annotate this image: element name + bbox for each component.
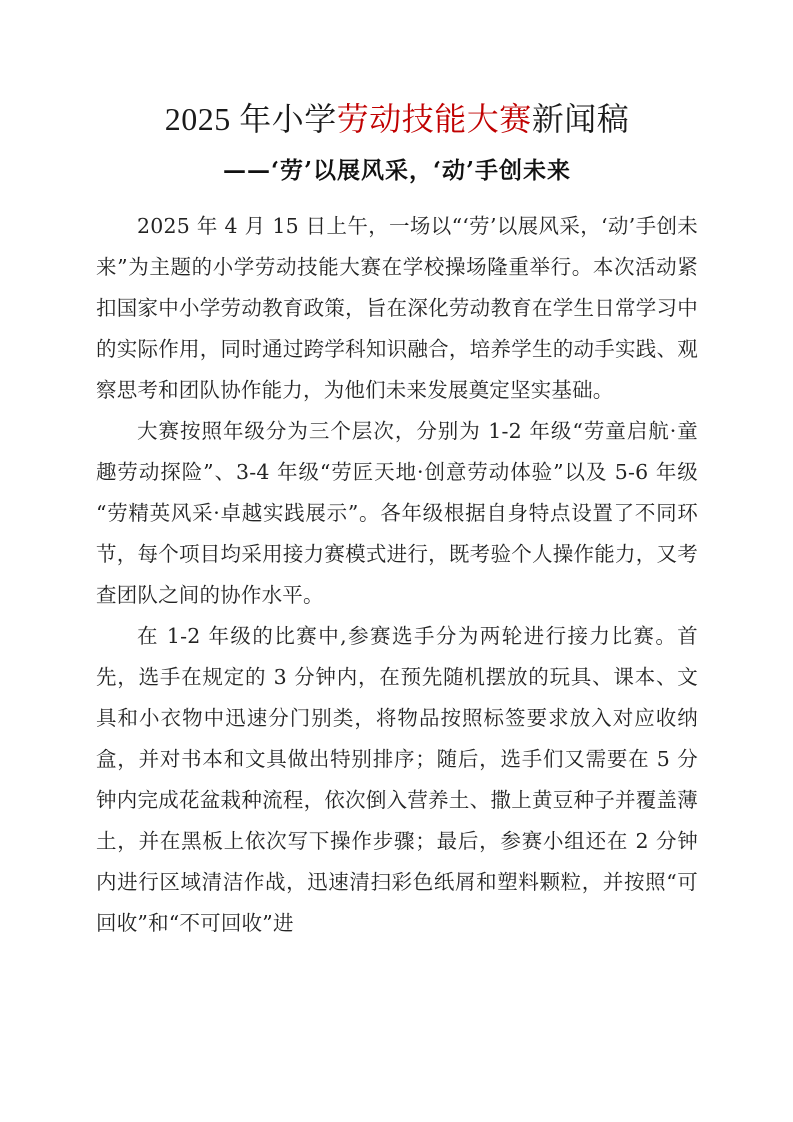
- page-title-accent: 劳动技能大赛: [336, 101, 532, 137]
- page-title: [96, 0, 698, 142]
- body-paragraph-2: 大赛按照年级分为三个层次，分别为 1-2 年级“劳童启航·童趣劳动探险”、3-4 年级“劳匠天地·创意劳动体验”以及 5-6 年级“劳精英风采·卓越实践展示”。各年级根据自身特点设置了不同环节，每个项目均采用接力赛模式进行，既考验个人操作能力，又考查团队之间的协作水平。: [96, 419, 698, 607]
- page-subtitle: ——‘劳’以展风采，‘动’手创未来: [222, 157, 572, 184]
- body-paragraph-3: 在 1-2 年级的比赛中,参赛选手分为两轮进行接力比赛。首先，选手在规定的 3 分钟内，在预先随机摆放的玩具、课本、文具和小衣物中迅速分门别类，将物品按照标签要求放入对应收纳盒，并对书本和文具做出特别排序；随后，选手们又需要在 5 分钟内完成花盆栽种流程，依次倒入营养土、撒上黄豆种子并覆盖薄土，并在黑板上依次写下操作步骤；最后，参赛小组还在 2 分钟内进行区域清洁作战，迅速清扫彩色纸屑和塑料颗粒，并按照“可回收”和“不可回收”进: [96, 624, 698, 935]
- body-paragraph-1: 2025 年 4 月 15 日上午，一场以“‘劳’以展风采，‘动’手创未来”为主题的小学劳动技能大赛在学校操场隆重举行。本次活动紧扣国家中小学劳动教育政策，旨在深化劳动教育在学生日常学习中的实际作用，同时通过跨学科知识融合，培养学生的动手实践、观察思考和团队协作能力，为他们未来发展奠定坚实基础。: [96, 214, 698, 402]
- page-title-tail: 新闻稿: [531, 101, 630, 137]
- document-content-column: [96, 0, 698, 944]
- page-title-lead: 2025 年小学: [164, 101, 337, 137]
- document-body: [96, 188, 698, 944]
